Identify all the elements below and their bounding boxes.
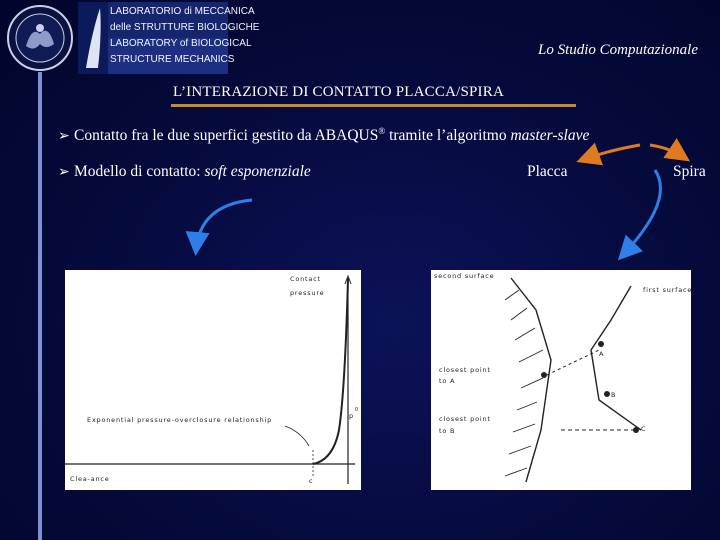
arrow-master-to-placca — [582, 145, 640, 160]
c-label: c — [309, 477, 314, 485]
label-spira: Spira — [673, 163, 706, 180]
p-label: p — [349, 412, 354, 420]
bullet-1-text: Contatto fra le due superfici gestito da ABAQUS — [74, 127, 379, 145]
lab-logo-line-2: delle STRUTTURE BIOLOGICHE — [110, 22, 260, 33]
p0-label: 0 — [355, 407, 359, 413]
label-point-a: A — [599, 350, 605, 358]
label-closest-b-1: closest point — [439, 415, 491, 423]
registered-mark: ® — [378, 126, 386, 136]
figure-pressure-overclosure — [65, 270, 361, 490]
arrow-to-left-figure — [196, 200, 252, 250]
master-slave-graphic — [431, 270, 691, 490]
lab-logo-line-3: LABORATORY of BIOLOGICAL — [110, 38, 252, 49]
label-second-surface: second surface — [434, 272, 495, 280]
bullet-arrow-icon: ➢ — [58, 129, 70, 145]
bullet-1-tail: tramite l’algoritmo — [385, 127, 511, 145]
bullet-1-italic: master-slave — [510, 127, 590, 145]
label-point-b: B — [611, 391, 617, 399]
label-point-c: C — [641, 425, 647, 433]
arrow-to-right-figure — [622, 170, 660, 256]
bullet-2-italic: soft esponenziale — [204, 163, 311, 180]
label-closest-b-2: to B — [439, 427, 456, 435]
bullet-arrow-icon: ➢ — [58, 165, 70, 180]
slide-title: L’INTERAZIONE DI CONTATTO PLACCA/SPIRA — [173, 84, 504, 100]
label-closest-a-1: closest point — [439, 366, 491, 374]
lab-logo-line-1: LABORATORIO di MECCANICA — [110, 6, 255, 17]
label-first-surface: first surface — [643, 286, 693, 294]
section-subtitle: Lo Studio Computazionale — [537, 42, 698, 58]
lab-logo-line-4: STRUCTURE MECHANICS — [110, 54, 235, 65]
y-axis-label-contact: Contact — [290, 275, 321, 283]
x-axis-label: Clea-ance — [70, 475, 110, 483]
figure-master-slave-surfaces — [431, 270, 691, 490]
arrow-slave-to-spira — [650, 145, 685, 158]
y-axis-label-pressure: pressure — [290, 289, 325, 297]
curve-label: Exponential pressure-overclosure relationship — [87, 416, 273, 424]
label-closest-a-2: to A — [439, 377, 456, 385]
label-placca: Placca — [527, 163, 568, 180]
bullet-2-text: Modello di contatto: — [74, 163, 205, 180]
pressure-overclosure-graph — [65, 270, 361, 490]
